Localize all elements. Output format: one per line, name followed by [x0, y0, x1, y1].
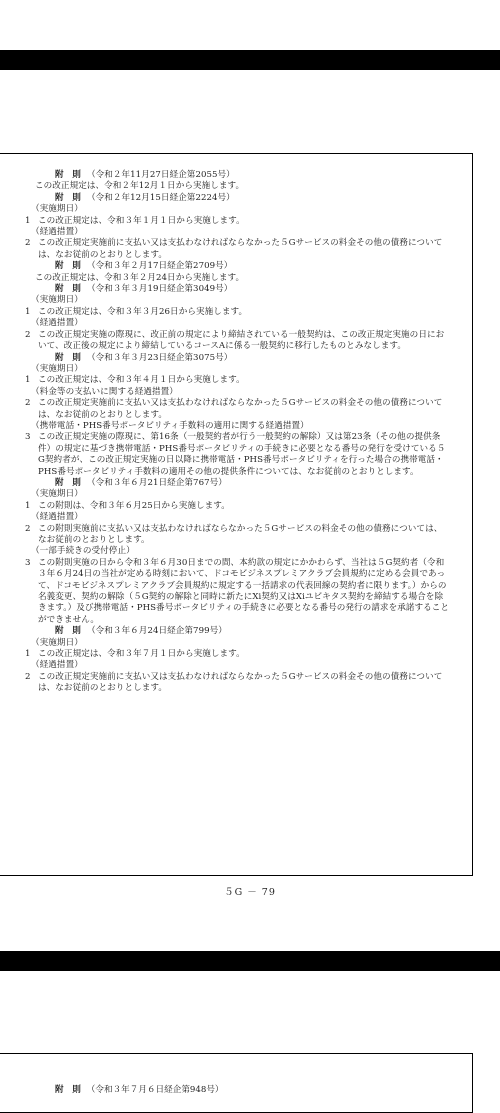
subheading: （料金等の支払いに関する経過措置）: [31, 386, 178, 397]
heading-label: 附 則: [55, 352, 81, 363]
numbered-paragraph: [25, 330, 450, 353]
provision-text: この改正規定は、令和２年12月１日から実施します。: [35, 181, 245, 192]
paragraph-text: この改正規定実施前に支払い又は支払わなければならなかった５Gサービスの料金その他の債務については、なお従前のとおりとします。: [38, 238, 443, 260]
supplementary-provision-heading: [25, 284, 450, 295]
heading-ref: （令和３年３月23日経企第3075号）: [86, 352, 233, 363]
subheading: （携帯電話・PHS番号ポータビリティ手数料の適用に関する経過措置）: [31, 420, 309, 431]
paragraph-text: この附則実施前に支払い又は支払わなければならなかった５Gサービスの料金その他の債務については、なお従前のとおりとします。: [38, 523, 443, 545]
numbered-paragraph: [25, 216, 450, 227]
paragraph-text: この改正規定は、令和３年４月１日から実施します。: [38, 375, 245, 386]
heading-label: 附 則: [55, 477, 81, 488]
page-separator-bar: [0, 951, 500, 971]
paragraph-text: この改正規定実施前に支払い又は支払わなければならなかった５Gサービスの料金その他の債務については、なお従前のとおりとします。: [38, 671, 443, 694]
paragraph-number: 3: [25, 557, 31, 568]
supplementary-provision-heading: [25, 193, 450, 204]
numbered-paragraph: [25, 238, 450, 261]
heading-label: 附 則: [55, 170, 81, 180]
paragraph-number: 1: [25, 500, 31, 511]
paragraph-number: 2: [25, 398, 31, 409]
paragraph-number: 2: [25, 329, 31, 340]
subheading: （経過措置）: [31, 227, 83, 238]
heading-label: 附 則: [55, 1084, 81, 1095]
numbered-paragraph: [25, 307, 450, 318]
paragraph-number: 1: [25, 375, 31, 386]
supplementary-provision-heading: [25, 261, 450, 272]
paragraph-text: この改正規定は、令和３年１月１日から実施します。: [38, 215, 245, 226]
heading-ref: （令和２年12月15日経企第2224号）: [86, 192, 235, 203]
document-body-next-page: [25, 1076, 450, 1105]
heading-label: 附 則: [55, 192, 81, 203]
paragraph-text: この改正規定実施前に支払い又は支払わなければならなかった５Gサービスの料金その他の債務については、なお従前のとおりとします。: [38, 398, 443, 420]
heading-ref: （令和３年６月21日経企第767号）: [86, 477, 227, 488]
paragraph-text: この附則は、令和３年６月25日から実施します。: [38, 500, 230, 511]
numbered-paragraph: [25, 524, 450, 547]
supplementary-provision-heading: [25, 626, 450, 637]
supplementary-provision-heading: [25, 1085, 450, 1096]
paragraph-text: この附則実施の日から令和３年６月30日までの間、本約款の規定にかかわらず、当社は５G契約者（令和３年６月24日の当社が定める時刻において、ドコモビジネスプレミアクラブ会員規約に定める会員であって、ドコモビジネスプレミアクラブ会員規約に規定する一括請求の代表回線の契約者に限ります。）からの名義変更、契約の解除（５G契約の解除と同時に新たにXi契約又はXiユビキタス契約を締結する場合を除きます。）及び携帯電話・PHS番号ポータビリティの手続きに必要となる番号の発行の請求を承諾することができません。: [38, 557, 450, 625]
numbered-paragraph: [25, 375, 450, 386]
provision-text: この改正規定は、令和３年２月24日から実施します。: [35, 272, 245, 283]
heading-ref: （令和２年11月27日経企第2055号）: [86, 170, 235, 180]
heading-label: 附 則: [55, 261, 81, 272]
subheading: （実施期日）: [31, 637, 83, 648]
numbered-paragraph: [25, 398, 450, 421]
paragraph-text: この改正規定実施の際現に、改正前の規定により締結されている一般契約は、この改正規定実施の日において、改正後の規定により締結しているコースAに係る一般契約に移行したものとみなします。: [38, 329, 445, 352]
subheading: （経過措置）: [31, 512, 83, 523]
numbered-paragraph: [25, 501, 450, 512]
numbered-paragraph: [25, 558, 450, 626]
paragraph-number: 1: [25, 215, 31, 226]
paragraph-text: この改正規定実施の際現に、第16条（一般契約者が行う一般契約の解除）又は第23条（その他の提供条件）の規定に基づき携帯電話・PHS番号ポータビリティの手続きに必要となる番号の発行を受けている５G契約者が、この改正規定実施の日以降に携帯電話・PHS番号ポータビリティを行った場合の携帯電話・PHS番号ポータビリティ手数料の適用その他の提供条件については、なお従前のとおりとします。: [38, 432, 446, 477]
subheading: （実施期日）: [31, 295, 83, 306]
numbered-paragraph: [25, 672, 450, 695]
paragraph-number: 1: [25, 306, 31, 317]
page-number: ５G － 79: [224, 887, 276, 898]
numbered-paragraph: [25, 649, 450, 660]
subheading: （経過措置）: [31, 318, 83, 329]
subheading: （実施期日）: [31, 363, 83, 374]
document-body: [25, 170, 450, 695]
numbered-paragraph: [25, 432, 450, 478]
subheading: （一部手続きの受付停止）: [31, 546, 135, 557]
heading-ref: （令和３年３月19日経企第3049号）: [86, 284, 233, 295]
paragraph-number: 1: [25, 649, 31, 660]
paragraph-number: 3: [25, 432, 31, 443]
supplementary-provision-heading: [25, 170, 450, 181]
paragraph-number: 2: [25, 671, 31, 682]
heading-ref: （令和３年６月24日経企第799号）: [86, 626, 227, 637]
supplementary-provision-heading: [25, 478, 450, 489]
heading-ref: （令和３年７月６日経企第948号）: [86, 1084, 224, 1095]
subheading: （実施期日）: [31, 204, 83, 215]
paragraph-text: この改正規定は、令和３年７月１日から実施します。: [38, 649, 245, 660]
heading-label: 附 則: [55, 626, 81, 637]
supplementary-provision-heading: [25, 353, 450, 364]
paragraph-number: 2: [25, 523, 31, 534]
heading-label: 附 則: [55, 284, 81, 295]
paragraph-number: 2: [25, 238, 31, 249]
heading-ref: （令和３年２月17日経企第2709号）: [86, 261, 233, 272]
paragraph-text: この改正規定は、令和３年３月26日から実施します。: [38, 306, 248, 317]
subheading: （実施期日）: [31, 489, 83, 500]
page-separator-bar: [0, 50, 500, 70]
subheading: （経過措置）: [31, 660, 83, 671]
